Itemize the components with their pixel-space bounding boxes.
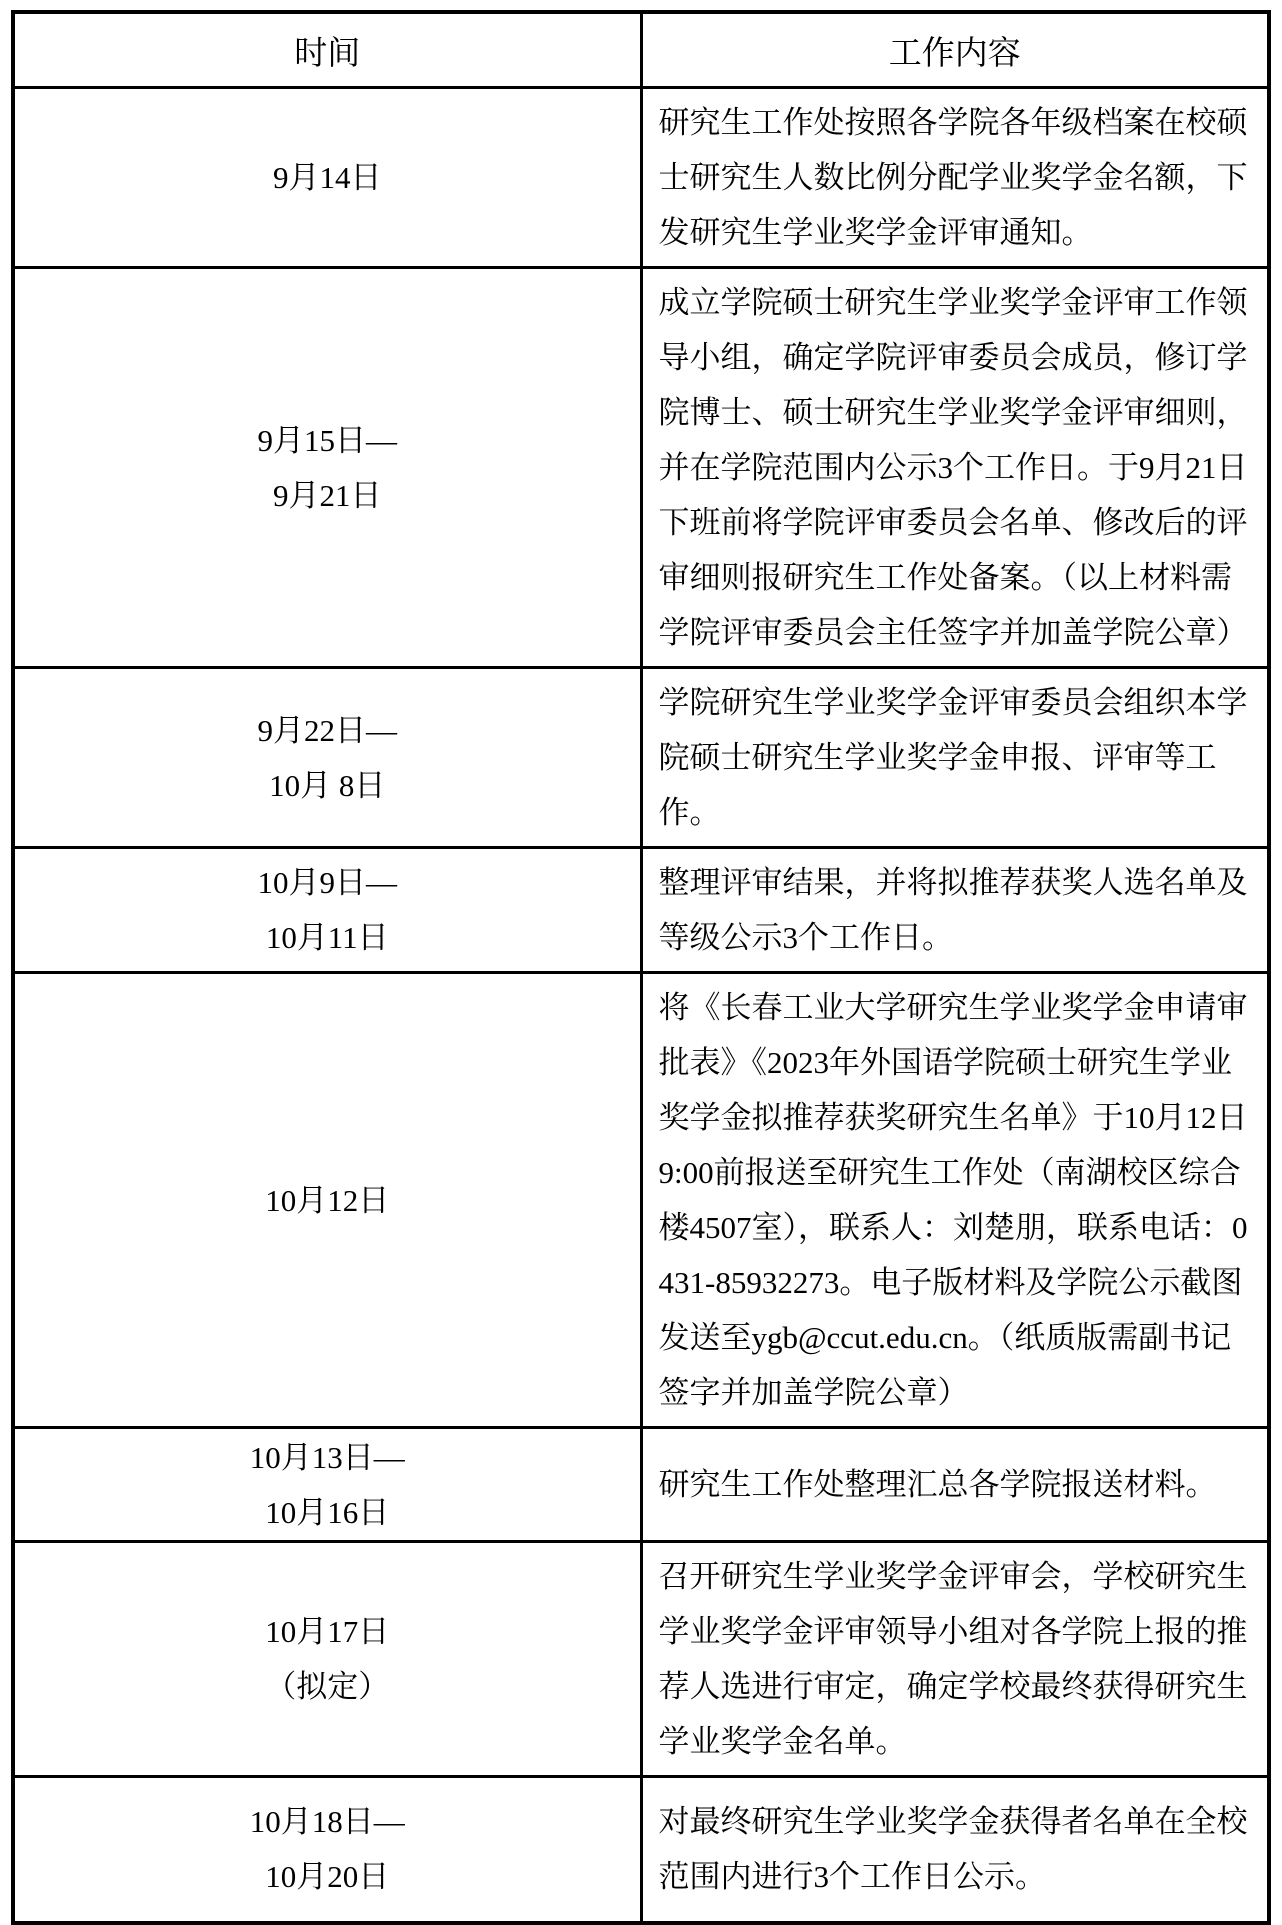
table-row [13,1428,1269,1542]
time-line: 9月15日— [257,422,397,458]
content-cell: 学院研究生学业奖学金评审委员会组织本学院硕士研究生学业奖学金申报、评审等工作。 [641,668,1269,848]
time-line: 10月16日 [265,1494,390,1530]
table-row [13,668,1269,848]
content-cell: 对最终研究生学业奖学金获得者名单在全校范围内进行3个工作日公示。 [641,1777,1269,1923]
header-content-cell: 工作内容 [641,12,1269,88]
time-line: 10月20日 [265,1859,390,1895]
table-row [13,1542,1269,1777]
time-line: 10月 8日 [269,767,386,803]
table-row [13,88,1269,268]
content-cell: 召开研究生学业奖学金评审会，学校研究生学业奖学金评审领导小组对各学院上报的推荐人选进行审定，确定学校最终获得研究生学业奖学金名单。 [641,1542,1269,1777]
time-cell [13,668,641,848]
table-row [13,973,1269,1428]
content-cell: 研究生工作处整理汇总各学院报送材料。 [641,1428,1269,1542]
time-cell [13,268,641,668]
time-cell [13,88,641,268]
header-time-cell: 时间 [13,12,641,88]
content-cell: 将《长春工业大学研究生学业奖学金申请审批表》《2023年外国语学院硕士研究生学业奖学金拟推荐获奖研究生名单》于10月12日9:00前报送至研究生工作处（南湖校区综合楼4507室），联系人：刘楚朋，联系电话：0431-85932273。电子版材料及学院公示截图发送至ygb@ccut.edu.cn。（纸质版需副书记签字并加盖学院公章） [641,973,1269,1428]
content-cell: 研究生工作处按照各学院各年级档案在校硕士研究生人数比例分配学业奖学金名额，下发研究生学业奖学金评审通知。 [641,88,1269,268]
time-line: 10月17日 [265,1614,390,1649]
time-line: 9月14日 [273,160,382,195]
content-cell: 成立学院硕士研究生学业奖学金评审工作领导小组，确定学院评审委员会成员，修订学院博士、硕士研究生学业奖学金评审细则，并在学院范围内公示3个工作日。于9月21日下班前将学院评审委员会名单、修改后的评审细则报研究生工作处备案。（以上材料需学院评审委员会主任签字并加盖学院公章） [641,268,1269,668]
time-line: 9月21日 [273,477,382,513]
time-cell [13,848,641,973]
time-cell [13,1428,641,1542]
table-row [13,1777,1269,1923]
time-cell [13,973,641,1428]
time-line: 10月9日— [257,865,397,900]
time-line: 9月22日— [257,712,397,748]
table-row [13,848,1269,973]
time-line: 10月13日— [249,1439,405,1475]
time-line: 10月18日— [249,1804,405,1840]
time-cell [13,1542,641,1777]
time-line: 10月12日 [265,1182,390,1218]
schedule-table [11,10,1271,1925]
time-line: （拟定） [265,1669,390,1704]
time-cell [13,1777,641,1923]
table-row [13,268,1269,668]
table-header-row [13,12,1269,88]
content-cell: 整理评审结果，并将拟推荐获奖人选名单及等级公示3个工作日。 [641,848,1269,973]
time-line: 10月11日 [265,920,389,955]
